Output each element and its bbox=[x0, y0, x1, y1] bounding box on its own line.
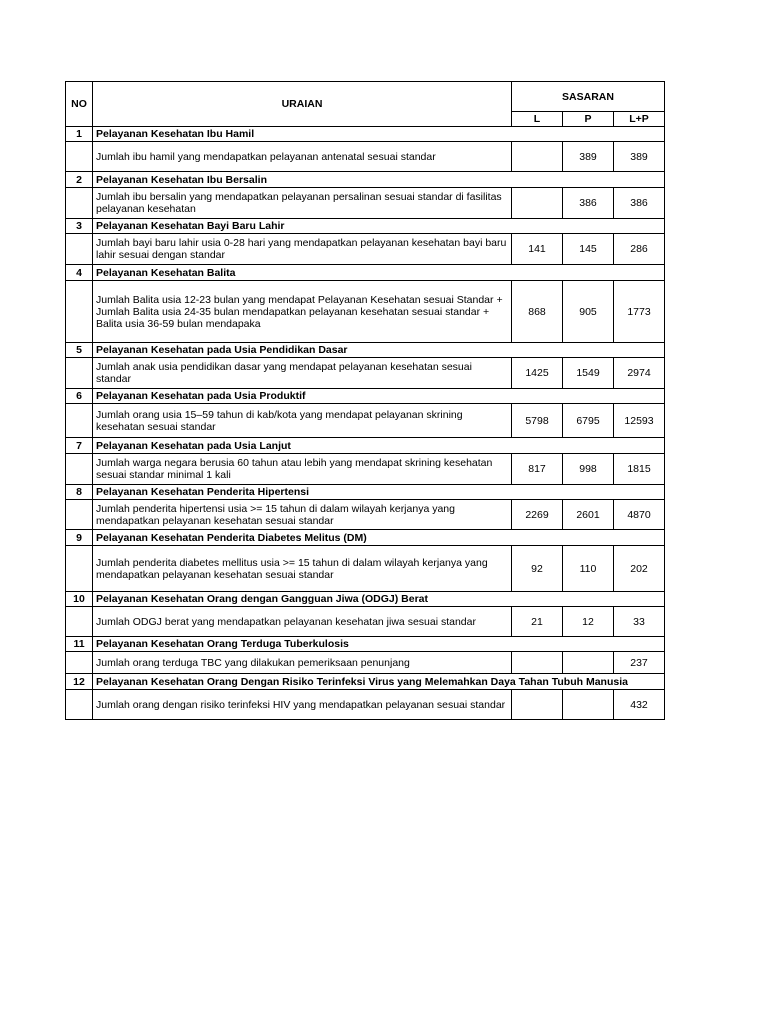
section-title-row bbox=[66, 389, 665, 404]
value-lp: 1815 bbox=[614, 454, 665, 485]
section-detail-row bbox=[66, 142, 665, 172]
section-title: Pelayanan Kesehatan Bayi Baru Lahir bbox=[93, 219, 665, 234]
section-title-row bbox=[66, 637, 665, 652]
section-title: Pelayanan Kesehatan Ibu Hamil bbox=[93, 127, 665, 142]
section-detail-row bbox=[66, 454, 665, 485]
section-detail-row bbox=[66, 500, 665, 530]
section-number: 7 bbox=[66, 438, 93, 454]
section-number: 2 bbox=[66, 172, 93, 188]
section-number: 1 bbox=[66, 127, 93, 142]
section-title: Pelayanan Kesehatan Orang Dengan Risiko Terinfeksi Virus yang Melemahkan Daya Tahan Tubuh Manusia bbox=[93, 674, 665, 690]
value-lp: 237 bbox=[614, 652, 665, 674]
section-title: Pelayanan Kesehatan Penderita Hipertensi bbox=[93, 485, 665, 500]
table-body bbox=[66, 82, 665, 720]
value-lp: 2974 bbox=[614, 358, 665, 389]
section-title-row bbox=[66, 127, 665, 142]
value-p: 12 bbox=[563, 607, 614, 637]
section-title: Pelayanan Kesehatan Ibu Bersalin bbox=[93, 172, 665, 188]
section-title: Pelayanan Kesehatan Orang Terduga Tuberkulosis bbox=[93, 637, 665, 652]
value-lp: 1773 bbox=[614, 281, 665, 343]
section-description: Jumlah Balita usia 12-23 bulan yang mendapat Pelayanan Kesehatan sesuai Standar + Jumlah Balita usia 24-35 bulan mendapatkan pelayanan kesehatan sesuai standar + Balita usia 36-59 bulan mendapaka bbox=[93, 281, 512, 343]
section-description: Jumlah bayi baru lahir usia 0-28 hari yang mendapatkan pelayanan kesehatan bayi baru lahir sesuai dengan standar bbox=[93, 234, 512, 265]
empty-number-cell bbox=[66, 546, 93, 592]
empty-number-cell bbox=[66, 690, 93, 720]
value-p: 1549 bbox=[563, 358, 614, 389]
value-l: 817 bbox=[512, 454, 563, 485]
empty-number-cell bbox=[66, 500, 93, 530]
section-title: Pelayanan Kesehatan pada Usia Lanjut bbox=[93, 438, 665, 454]
section-detail-row bbox=[66, 358, 665, 389]
section-title: Pelayanan Kesehatan Balita bbox=[93, 265, 665, 281]
empty-number-cell bbox=[66, 234, 93, 265]
section-number: 4 bbox=[66, 265, 93, 281]
section-detail-row bbox=[66, 281, 665, 343]
section-title-row bbox=[66, 265, 665, 281]
section-description: Jumlah penderita diabetes mellitus usia >= 15 tahun di dalam wilayah kerjanya yang mendapatkan pelayanan kesehatan sesuai standar bbox=[93, 546, 512, 592]
section-title: Pelayanan Kesehatan pada Usia Pendidikan Dasar bbox=[93, 343, 665, 358]
section-number: 6 bbox=[66, 389, 93, 404]
value-l bbox=[512, 652, 563, 674]
empty-number-cell bbox=[66, 607, 93, 637]
value-p: 2601 bbox=[563, 500, 614, 530]
section-number: 8 bbox=[66, 485, 93, 500]
section-title-row bbox=[66, 674, 665, 690]
value-l: 2269 bbox=[512, 500, 563, 530]
section-number: 3 bbox=[66, 219, 93, 234]
value-p: 998 bbox=[563, 454, 614, 485]
value-lp: 202 bbox=[614, 546, 665, 592]
section-title-row bbox=[66, 592, 665, 607]
section-description: Jumlah orang dengan risiko terinfeksi HIV yang mendapatkan pelayanan sesuai standar bbox=[93, 690, 512, 720]
empty-number-cell bbox=[66, 652, 93, 674]
header-l: L bbox=[512, 112, 563, 127]
section-description: Jumlah penderita hipertensi usia >= 15 tahun di dalam wilayah kerjanya yang mendapatkan pelayanan kesehatan sesuai standar bbox=[93, 500, 512, 530]
section-description: Jumlah anak usia pendidikan dasar yang mendapat pelayanan kesehatan sesuai standar bbox=[93, 358, 512, 389]
value-l: 5798 bbox=[512, 404, 563, 438]
value-p bbox=[563, 652, 614, 674]
value-l: 92 bbox=[512, 546, 563, 592]
value-lp: 386 bbox=[614, 188, 665, 219]
section-title-row bbox=[66, 219, 665, 234]
section-title-row bbox=[66, 485, 665, 500]
section-detail-row bbox=[66, 546, 665, 592]
section-description: Jumlah warga negara berusia 60 tahun atau lebih yang mendapat skrining kesehatan sesuai standar minimal 1 kali bbox=[93, 454, 512, 485]
section-description: Jumlah ibu bersalin yang mendapatkan pelayanan persalinan sesuai standar di fasilitas pelayanan kesehatan bbox=[93, 188, 512, 219]
header-lp: L+P bbox=[614, 112, 665, 127]
section-description: Jumlah orang terduga TBC yang dilakukan pemeriksaan penunjang bbox=[93, 652, 512, 674]
empty-number-cell bbox=[66, 142, 93, 172]
empty-number-cell bbox=[66, 454, 93, 485]
section-number: 12 bbox=[66, 674, 93, 690]
value-lp: 12593 bbox=[614, 404, 665, 438]
header-uraian: URAIAN bbox=[93, 82, 512, 127]
value-p: 6795 bbox=[563, 404, 614, 438]
section-number: 11 bbox=[66, 637, 93, 652]
value-p bbox=[563, 690, 614, 720]
empty-number-cell bbox=[66, 358, 93, 389]
section-description: Jumlah ibu hamil yang mendapatkan pelayanan antenatal sesuai standar bbox=[93, 142, 512, 172]
empty-number-cell bbox=[66, 404, 93, 438]
header-no: NO bbox=[66, 82, 93, 127]
empty-number-cell bbox=[66, 188, 93, 219]
value-l bbox=[512, 188, 563, 219]
value-lp: 432 bbox=[614, 690, 665, 720]
value-l bbox=[512, 142, 563, 172]
section-detail-row bbox=[66, 404, 665, 438]
section-number: 5 bbox=[66, 343, 93, 358]
value-p: 110 bbox=[563, 546, 614, 592]
value-l: 1425 bbox=[512, 358, 563, 389]
header-sasaran: SASARAN bbox=[512, 82, 665, 112]
value-p: 386 bbox=[563, 188, 614, 219]
section-number: 10 bbox=[66, 592, 93, 607]
section-title-row bbox=[66, 343, 665, 358]
empty-number-cell bbox=[66, 281, 93, 343]
section-description: Jumlah orang usia 15–59 tahun di kab/kota yang mendapat pelayanan skrining kesehatan sesuai standar bbox=[93, 404, 512, 438]
value-p: 905 bbox=[563, 281, 614, 343]
value-l: 868 bbox=[512, 281, 563, 343]
section-detail-row bbox=[66, 607, 665, 637]
spm-target-table bbox=[65, 81, 665, 720]
section-detail-row bbox=[66, 234, 665, 265]
value-lp: 4870 bbox=[614, 500, 665, 530]
section-title: Pelayanan Kesehatan pada Usia Produktif bbox=[93, 389, 665, 404]
section-detail-row bbox=[66, 652, 665, 674]
header-row bbox=[66, 82, 665, 112]
section-title-row bbox=[66, 172, 665, 188]
section-number: 9 bbox=[66, 530, 93, 546]
section-title-row bbox=[66, 530, 665, 546]
value-p: 389 bbox=[563, 142, 614, 172]
section-title: Pelayanan Kesehatan Penderita Diabetes Melitus (DM) bbox=[93, 530, 665, 546]
section-description: Jumlah ODGJ berat yang mendapatkan pelayanan kesehatan jiwa sesuai standar bbox=[93, 607, 512, 637]
header-p: P bbox=[563, 112, 614, 127]
section-detail-row bbox=[66, 188, 665, 219]
value-l: 21 bbox=[512, 607, 563, 637]
value-lp: 286 bbox=[614, 234, 665, 265]
value-lp: 389 bbox=[614, 142, 665, 172]
section-detail-row bbox=[66, 690, 665, 720]
value-p: 145 bbox=[563, 234, 614, 265]
section-title-row bbox=[66, 438, 665, 454]
value-lp: 33 bbox=[614, 607, 665, 637]
value-l: 141 bbox=[512, 234, 563, 265]
value-l bbox=[512, 690, 563, 720]
section-title: Pelayanan Kesehatan Orang dengan Gangguan Jiwa (ODGJ) Berat bbox=[93, 592, 665, 607]
